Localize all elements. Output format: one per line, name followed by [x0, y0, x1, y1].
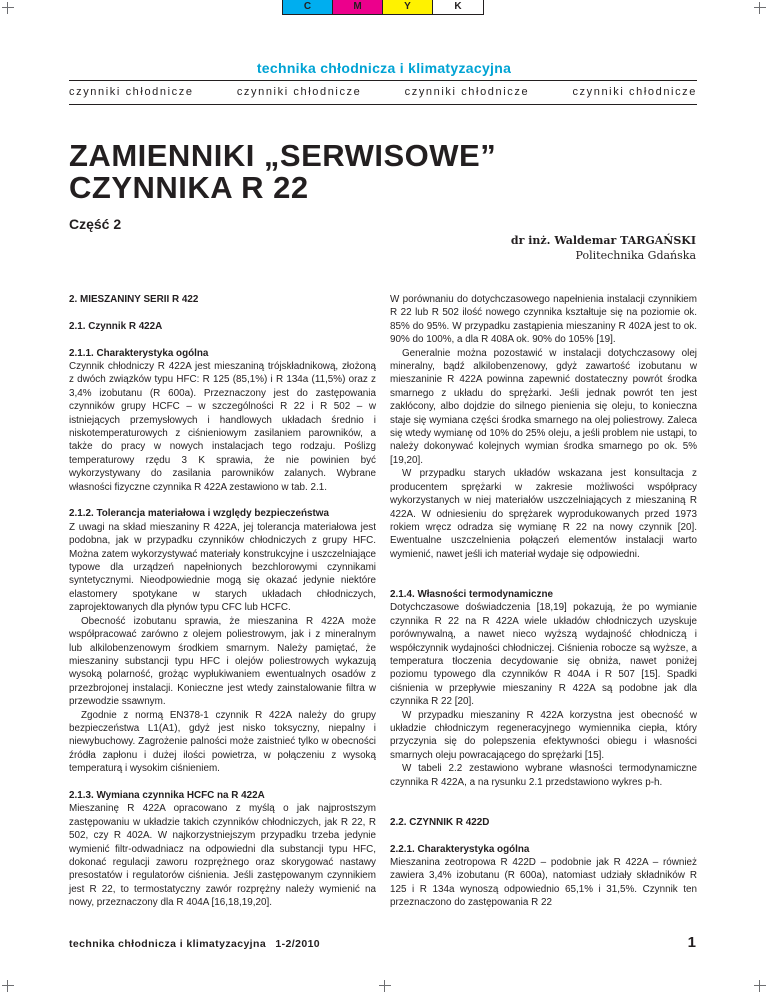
author-affiliation: Politechnika Gdańska — [575, 249, 696, 262]
paragraph: Mieszanina zeotropowa R 422D – podobnie jak R 422A – również zawiera 3,4% izobutanu (R 600a), natomiast udziały składników R 125 i R 134a wynoszą odpowiednio 65,1% i 31,5%. Czynnik ten przeznaczono do zastępowania R 22 — [390, 856, 697, 909]
registration-mark-icon — [754, 980, 766, 992]
header-rule-bottom — [69, 104, 697, 105]
paragraph: W przypadku mieszaniny R 422A korzystna jest obecność w układzie chłodniczym regeneracyjnego wymiennika ciepła, który przyczynia się do polepszenia efektywności obiegu i własności smarnych oleju powracającego do sprężarki [15]. — [390, 709, 697, 761]
cmyk-black: K — [433, 0, 483, 14]
title-line-1: ZAMIENNIKI „SERWISOWE” — [69, 138, 497, 173]
paragraph: Zgodnie z normą EN378-1 czynnik R 422A należy do grupy bezpieczeństwa L1(A1), gdyż jest nisko toksyczny, niepalny i niewybuchowy. Zagrożenie palności może zaistnieć tylko w obecności źródła zapłonu i dużej ilości powietrza, w połączeniu z wysoką temperaturą i wysokim ciśnieniem. — [69, 709, 376, 775]
subsubsection-heading: 2.2.1. Charakterystyka ogólna — [390, 843, 530, 855]
registration-mark-icon — [754, 2, 766, 14]
paragraph: Z uwagi na skład mieszaniny R 422A, jej tolerancja materiałowa jest podobna, jak w przypadku czynników chłodniczych z grupy HFC. Można zatem wykorzystywać materiały konstrukcyjne i uszczelniające typowe dla urządzeń napełnionych bezchlorowymi czynnikami syntetycznymi. Nieodpowiednie mogą się okazać jedynie niektóre elastomery spotykane w starych układach chłodniczych, zaprojektowanych dla płynów typu CFC lub HCFC. — [69, 521, 376, 614]
author-block — [511, 233, 696, 263]
registration-mark-icon — [2, 980, 14, 992]
category-label: czynniki chłodnicze — [404, 86, 530, 98]
registration-mark-icon — [379, 980, 391, 992]
title-line-2: CZYNNIKA R 22 — [69, 170, 309, 205]
page-number: 1 — [687, 934, 696, 951]
header-rule-top — [69, 80, 697, 81]
article-title — [69, 140, 496, 204]
section-heading: 2. MIESZANINY SERII R 422 — [69, 294, 199, 305]
text-column-left — [69, 293, 376, 910]
paragraph: Dotychczasowe doświadczenia [18,19] pokazują, że po wymianie czynnika R 22 na R 422A wiele układów chłodniczych uzyskuje porównywalną, a nawet nieco wyższą wydajność chłodniczą i współczynnik wydajności chłodniczej. Ciśnienia robocze są wyższe, a temperatura tłoczenia decydowanie się obniża, nawet poniżej poziomu typowego dla czynników R 404A i R 507 [15]. Spadki ciśnienia w przepływie mieszaniny R 422A są podobne jak dla czynnika R 22 [20]. — [390, 602, 697, 708]
footer-journal — [69, 938, 320, 950]
category-bar — [69, 86, 697, 98]
author-name: dr inż. Waldemar TARGAŃSKI — [510, 234, 696, 247]
cmyk-cyan: C — [283, 0, 333, 14]
paragraph: Obecność izobutanu sprawia, że mieszanina R 422A może współpracować zarówno z olejem poliestrowym, jak i z mineralnym lub alkilobenzenowym środkiem smarnym. Należy pamiętać, że mieszaniny substancji typu HFC i olejów poliestrowych wykazują wysoką polarność, grożąc wypłukiwaniem ewentualnych osadów z przezbrojonej instalacji. Konieczne jest wtedy zainstalowanie filtra w przewodzie ssawnym. — [69, 615, 376, 708]
cmyk-magenta: M — [333, 0, 383, 14]
registration-mark-icon — [2, 2, 14, 14]
paragraph: Czynnik chłodniczy R 422A jest mieszaniną trójskładnikową, złożoną z dwóch związków typu HFC: R 125 (85,1%) i R 134a (11,5%) oraz z 3,4% izobutanu (R 600a). Przeznaczony jest do zastępowania czynników grupy HCFC – w szczególności R 22 i R 502 – w istniejących przemysłowych i handlowych układach średnio i niskotemperaturowych z ciśnieniowym zasilaniem parowników, a także do pracy w nowych instalacjach tego rodzaju. Poślizg temperaturowy rzędu 3 K sprawia, że nie powinien być wykorzystywany do zasilania parowników zalanych. Wybrane własności fizyczne czynnika R 422A zestawiono w tab. 2.1. — [69, 361, 376, 493]
category-label: czynniki chłodnicze — [69, 86, 194, 98]
subsection-heading: 2.2. CZYNNIK R 422D — [390, 816, 490, 828]
category-label: czynniki chłodnicze — [236, 86, 362, 98]
journal-title: technika chłodnicza i klimatyzacyjna — [256, 60, 512, 76]
paragraph: W porównaniu do dotychczasowego napełnienia instalacji czynnikiem R 22 lub R 502 ilość nowego czynnika kształtuje się na poziomie ok. 85% do 95%. W przypadku zastąpienia mieszaniny R 402A jest to ok. 90% do 100%, a dla R 408A ok. 90% do 105% [19]. — [390, 294, 697, 346]
footer-issue: 1-2/2010 — [275, 938, 321, 950]
cmyk-yellow: Y — [383, 0, 433, 14]
text-column-right — [390, 293, 697, 910]
subsection-heading: 2.1. Czynnik R 422A — [69, 320, 163, 332]
paragraph: W tabeli 2.2 zestawiono wybrane własności termodynamiczne czynnika R 422A, a na rysunku 2.1 przedstawiono wykres p-h. — [390, 763, 697, 788]
subsubsection-heading: 2.1.3. Wymiana czynnika HCFC na R 422A — [69, 789, 265, 801]
subsubsection-heading: 2.1.1. Charakterystyka ogólna — [69, 347, 209, 359]
paragraph: W przypadku starych układów wskazana jest konsultacja z producentem sprężarki w zakresie możliwości współpracy wykorzystanych w niej materiałów uszczelniających z mieszaniną R 422A. W odniesieniu do sprężarek wyprodukowanych przed 1973 rokiem wręcz odradza się wymianę R 22 na nowy czynnik [20]. Ewentualne uszczelnienia połączeń elementów instalacji warto wymienić, nawet jeśli ich materiał wydaje się odpowiedni. — [390, 468, 697, 560]
footer-journal-name: technika chłodnicza i klimatyzacyjna — [69, 938, 267, 950]
article-part: Część 2 — [69, 216, 122, 232]
paragraph: Generalnie można pozostawić w instalacji dotychczasowy olej mineralny, bądź alkilobenzenowy, gdyż zawartość izobutanu w mieszaninie R 422A powinna zapewnić dostateczny powrót środka smarnego z układu do sprężarki. Jeśli jednak powrót ten jest zakłócony, albo dojdzie do silnego pienienia się oleju, to konieczna staje się wymiana części środka smarnego na olej poliestrowy. Zaleca się wtedy wymianę od 10% do 25% oleju, a jeśli problem nie ustąpi, to należy dokonywać kolejnych wymian środka smarnego po ok. 5% [19,20]. — [390, 347, 697, 466]
paragraph: Mieszaninę R 422A opracowano z myślą o jak najprostszym zastępowaniu w układzie takich czynników chłodniczych, jak R 22, R 502, czy R 402A. W najkorzystniejszym przypadku trzeba jedynie wymienić filtr-odwadniacz na odpowiedni dla substancji typu HFC, dokonać regulacji zaworu rozprężnego oraz skorygować nastawy presostatów i regulatorów ciśnienia. Jeśli zastępowanym czynnikiem jest R 22, to termostatyczny zawór rozprężny należy wymienić na nowy, przeznaczony dla R 404A [16,18,19,20]. — [69, 803, 376, 909]
subsubsection-heading: 2.1.4. Własności termodynamiczne — [390, 588, 553, 600]
cmyk-color-bar — [282, 0, 484, 15]
category-label: czynniki chłodnicze — [572, 86, 697, 98]
subsubsection-heading: 2.1.2. Tolerancja materiałowa i względy bezpieczeństwa — [69, 508, 329, 520]
